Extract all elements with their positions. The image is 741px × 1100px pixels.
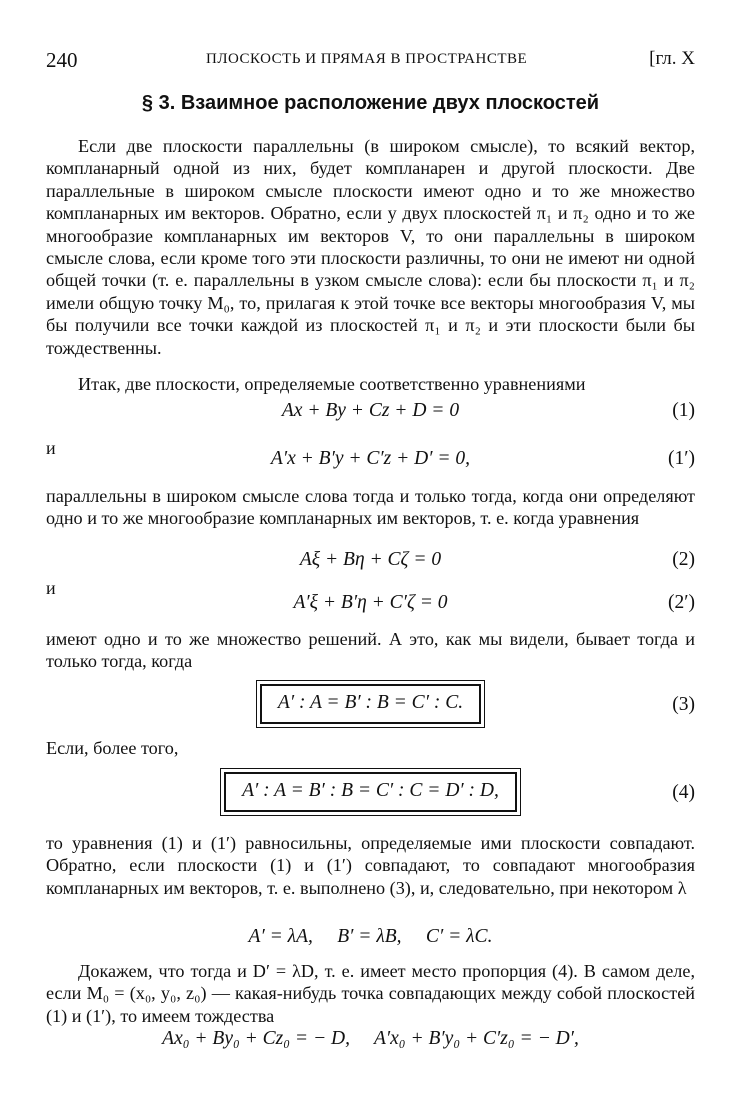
equation-5 — [46, 926, 695, 954]
running-head — [46, 48, 695, 74]
paragraph-6: то уравнения (1) и (1′) равносильны, определяемые ими плоскости совпадают. Обратно, если плоскости (1) и (1′) совпадают, то совпадают многообразия компланарных им векторов, т. е. выполнено (3), и, следовательно, при некотором λ — [46, 833, 695, 898]
equation-2-prime-number: (2′) — [667, 592, 695, 613]
equation-3 — [46, 684, 695, 732]
paragraph-3: параллельны в широком смысле слова тогда и только тогда, когда они определяют одно и то же многообразие компланарных им векторов, т. е. когда уравнения — [46, 486, 695, 529]
conjunction-and: и — [46, 438, 56, 458]
equation-4 — [46, 772, 695, 820]
equation-6-expr: Ax₀ + By₀ + Cz₀ = − D, A′x₀ + B′y₀ + C′z₀ = − D′, — [162, 1028, 579, 1049]
equation-2-prime — [46, 578, 695, 620]
equation-1-prime-number: (1′) — [667, 448, 695, 469]
paragraph-5: Если, более того, — [46, 738, 179, 758]
conjunction-and: и — [46, 578, 56, 598]
paragraph-2: Итак, две плоскости, определяемые соответственно уравнениями — [78, 374, 586, 394]
paragraph-4: имеют одно и то же множество решений. А это, как мы видели, бывает тогда и только тогда, когда — [46, 629, 695, 672]
equation-2-expr: Aξ + Bη + Cζ = 0 — [299, 549, 442, 570]
equation-5-expr: A′ = λA, B′ = λB, C′ = λC. — [248, 926, 493, 947]
equation-2-number: (2) — [672, 549, 695, 570]
equation-4-box: A′ : A = B′ : B = C′ : C = D′ : D, — [224, 772, 517, 812]
equation-1-prime — [46, 438, 695, 476]
page-number: 240 — [46, 48, 78, 72]
paragraph-1: Если две плоскости параллельны (в широком смысле), то всякий вектор, компланарный одной из них, будет компланарен и другой плоскости. Две параллельные в широком смысле плоскости имеют одно и то же множество компланарных им векторов. Обратно, если у двух плоскостей π₁ и π₂ одно и то же многообразие компланарных им векторов V, то они параллельны в широком смысле слова, если кроме того эти плоскости различны, то они не имеют ни одной общей точки (т. е. параллельны в узком смысле слова): если бы плоскости π₁ и π₂ имели общую точку M₀, то, прилагая к этой точке все векторы многообразия V, мы бы получили все точки каждой из плоскостей π₁ и π₂ и эти плоскости были бы тождественны. — [46, 136, 695, 358]
equation-1-prime-expr: A′x + B′y + C′z + D′ = 0, — [270, 448, 471, 469]
equation-2-prime-expr: A′ξ + B′η + C′ζ = 0 — [293, 592, 448, 613]
section-heading: § 3. Взаимное расположение двух плоскостей — [141, 92, 600, 114]
equation-2 — [46, 549, 695, 577]
equation-3-box: A′ : A = B′ : B = C′ : C. — [260, 684, 481, 724]
equation-1-number: (1) — [672, 400, 695, 421]
equation-1-expr: Ax + By + Cz + D = 0 — [281, 400, 460, 421]
paragraph-7: Докажем, что тогда и D′ = λD, т. е. имеет место пропорция (4). В самом деле, если M₀ = (x₀, y₀, z₀) — какая-нибудь точка совпадающих между собой плоскостей (1) и (1′), то имеем тождества — [46, 961, 695, 1026]
chapter-marker: [гл. X — [649, 48, 695, 69]
running-title: ПЛОСКОСТЬ И ПРЯМАЯ В ПРОСТРАНСТВЕ — [206, 51, 528, 67]
equation-3-number: (3) — [672, 694, 695, 715]
equation-1 — [46, 400, 695, 428]
equation-4-number: (4) — [672, 782, 695, 803]
equation-6 — [46, 1028, 695, 1056]
